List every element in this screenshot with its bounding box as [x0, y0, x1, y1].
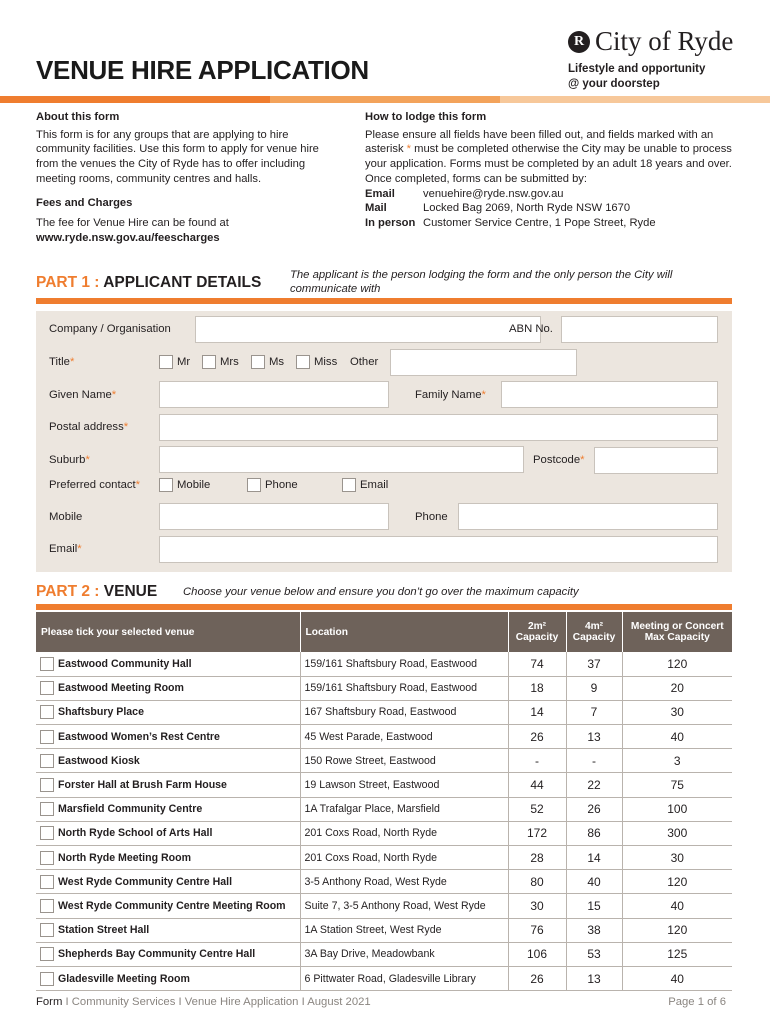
company-label: Company / Organisation — [49, 323, 171, 335]
venue-cap4: 15 — [566, 894, 622, 918]
table-row — [36, 700, 732, 724]
venue-cap2: 28 — [508, 846, 566, 870]
lodge-heading: How to lodge this form — [365, 111, 487, 123]
table-row — [36, 725, 732, 749]
venue-checkbox[interactable] — [40, 875, 54, 889]
venue-name: North Ryde School of Arts Hall — [58, 827, 213, 840]
venue-checkbox[interactable] — [40, 657, 54, 671]
venue-location: 159/161 Shaftsbury Road, Eastwood — [300, 676, 508, 700]
venue-table-header — [36, 612, 732, 652]
venue-name: Marsfield Community Centre — [58, 803, 203, 816]
lodge-method-mail: Mail Locked Bag 2069, North Ryde NSW 1670 — [365, 202, 631, 215]
venue-cap4: 86 — [566, 821, 622, 845]
city-of-ryde-logo — [568, 26, 738, 96]
venue-checkbox[interactable] — [40, 754, 54, 768]
venue-cell — [36, 797, 300, 821]
venue-checkbox[interactable] — [40, 730, 54, 744]
table-row — [36, 966, 732, 990]
venue-name: Shepherds Bay Community Centre Hall — [58, 948, 256, 961]
venue-cap2: 26 — [508, 966, 566, 990]
col-cap2: 2m² Capacity — [508, 612, 566, 652]
title-other-label: Other — [350, 356, 379, 368]
title-label: Title* — [49, 356, 75, 368]
venue-cell — [36, 821, 300, 845]
venue-cap4: 9 — [566, 676, 622, 700]
family-name-label: Family Name* — [415, 389, 486, 401]
venue-max: 125 — [622, 942, 732, 966]
footer-left: Form I Community Services I Venue Hire Application I August 2021 — [36, 996, 371, 1008]
lodge-method-in-person: In person Customer Service Centre, 1 Pope Street, Ryde — [365, 216, 656, 229]
venue-max: 75 — [622, 773, 732, 797]
venue-location: 159/161 Shaftsbury Road, Eastwood — [300, 652, 508, 676]
about-body: This form is for any groups that are applying to hire community facilities. Use this form to apply for venue hire from the venues the City of Ryde has to offer including meeting rooms, community centres and halls. — [36, 128, 319, 185]
title-mr-label: Mr — [177, 356, 191, 368]
venue-checkbox[interactable] — [40, 851, 54, 865]
logo-name: City of Ryde — [595, 26, 734, 56]
venue-max: 20 — [622, 676, 732, 700]
col-max: Meeting or Concert Max Capacity — [622, 612, 732, 652]
venue-name: Eastwood Kiosk — [58, 754, 140, 767]
part1-divider — [36, 298, 732, 304]
part2-divider — [36, 604, 732, 610]
venue-cell — [36, 773, 300, 797]
venue-checkbox[interactable] — [40, 681, 54, 695]
venue-checkbox[interactable] — [40, 972, 54, 986]
lodge-method-email: Email venuehire@ryde.nsw.gov.au — [365, 187, 564, 200]
venue-max: 30 — [622, 846, 732, 870]
venue-name: Gladesville Meeting Room — [58, 972, 190, 985]
postcode-field[interactable] — [594, 447, 718, 474]
venue-cap2: 172 — [508, 821, 566, 845]
venue-name: West Ryde Community Centre Hall — [58, 875, 233, 888]
venue-cap2: 14 — [508, 700, 566, 724]
table-row — [36, 773, 732, 797]
venue-max: 300 — [622, 821, 732, 845]
table-row — [36, 894, 732, 918]
table-row — [36, 942, 732, 966]
phone-label: Phone — [415, 511, 448, 523]
abn-label: ABN No. — [509, 323, 553, 335]
pref-email-label: Email — [360, 479, 389, 491]
header-accent-bar — [0, 96, 770, 103]
venue-name: Forster Hall at Brush Farm House — [58, 779, 227, 792]
venue-max: 120 — [622, 918, 732, 942]
venue-name: Shaftsbury Place — [58, 706, 144, 719]
venue-cap4: 40 — [566, 870, 622, 894]
postal-address-field[interactable] — [159, 414, 718, 441]
venue-max: 30 — [622, 700, 732, 724]
venue-cell — [36, 870, 300, 894]
venue-cap4: 13 — [566, 725, 622, 749]
table-row — [36, 846, 732, 870]
about-section — [36, 110, 328, 246]
fees-link[interactable]: www.ryde.nsw.gov.au/feescharges — [36, 231, 220, 244]
venue-cap2: - — [508, 749, 566, 773]
logo-tagline-1: Lifestyle and opportunity — [568, 63, 706, 75]
venue-location: Suite 7, 3-5 Anthony Road, West Ryde — [300, 894, 508, 918]
venue-cap4: 37 — [566, 652, 622, 676]
venue-name: North Ryde Meeting Room — [58, 851, 192, 864]
part1-note: The applicant is the person lodging the form and the only person the City will communicate with — [290, 269, 673, 295]
venue-name: Station Street Hall — [58, 924, 150, 937]
part2-note: Choose your venue below and ensure you don’t go over the maximum capacity — [183, 586, 579, 598]
venue-cap4: 53 — [566, 942, 622, 966]
venue-name: West Ryde Community Centre Meeting Room — [58, 899, 286, 912]
venue-checkbox[interactable] — [40, 705, 54, 719]
table-row — [36, 797, 732, 821]
fees-heading: Fees and Charges — [36, 196, 133, 209]
applicant-details-panel — [36, 311, 732, 572]
pref-mobile-checkbox[interactable] — [159, 478, 173, 492]
venue-cell — [36, 700, 300, 724]
venue-cap4: 38 — [566, 918, 622, 942]
venue-location: 1A Trafalgar Place, Marsfield — [300, 797, 508, 821]
venue-cap4: 26 — [566, 797, 622, 821]
venue-cell — [36, 725, 300, 749]
venue-name: Eastwood Meeting Room — [58, 682, 184, 695]
col-venue: Please tick your selected venue — [36, 612, 300, 652]
title-mr-checkbox[interactable] — [159, 355, 173, 369]
postcode-label: Postcode* — [533, 454, 585, 466]
table-row — [36, 918, 732, 942]
venue-location: 1A Station Street, West Ryde — [300, 918, 508, 942]
title-ms-checkbox[interactable] — [251, 355, 265, 369]
col-cap4: 4m² Capacity — [566, 612, 622, 652]
venue-cap2: 30 — [508, 894, 566, 918]
venue-cap4: 22 — [566, 773, 622, 797]
fees-body: The fee for Venue Hire can be found at — [36, 217, 229, 230]
lodge-body: Please ensure all fields have been filled out, and fields marked with an asterisk * must be completed otherwise the City may be unable to process your application. Forms must be completed by an adult 18 years and over. Once completed, forms can be submitted by: — [365, 128, 732, 185]
venue-location: 3-5 Anthony Road, West Ryde — [300, 870, 508, 894]
page-number: Page 1 of 6 — [668, 996, 726, 1008]
postal-address-label: Postal address* — [49, 421, 129, 433]
table-row — [36, 676, 732, 700]
table-row — [36, 749, 732, 773]
mobile-label: Mobile — [49, 511, 83, 523]
venue-cell — [36, 652, 300, 676]
venue-location: 201 Coxs Road, North Ryde — [300, 846, 508, 870]
col-location: Location — [300, 612, 508, 652]
venue-checkbox[interactable] — [40, 947, 54, 961]
pref-phone-label: Phone — [265, 479, 298, 491]
logo-tagline-2: @ your doorstep — [568, 78, 660, 90]
venue-cap4: 14 — [566, 846, 622, 870]
title-mrs-checkbox[interactable] — [202, 355, 216, 369]
venue-max: 40 — [622, 966, 732, 990]
page-title: VENUE HIRE APPLICATION — [36, 55, 369, 85]
venue-max: 40 — [622, 894, 732, 918]
abn-field[interactable] — [561, 316, 718, 343]
venue-cap4: - — [566, 749, 622, 773]
venue-cell — [36, 966, 300, 990]
lodge-section — [365, 110, 735, 231]
about-heading: About this form — [36, 111, 120, 123]
venue-max: 40 — [622, 725, 732, 749]
venue-cell — [36, 942, 300, 966]
venue-cap2: 76 — [508, 918, 566, 942]
venue-cap2: 44 — [508, 773, 566, 797]
venue-cell — [36, 918, 300, 942]
venue-cap4: 7 — [566, 700, 622, 724]
title-miss-label: Miss — [314, 356, 338, 368]
table-row — [36, 652, 732, 676]
venue-location: 167 Shaftsbury Road, Eastwood — [300, 700, 508, 724]
family-name-field[interactable] — [501, 381, 718, 408]
title-miss-checkbox[interactable] — [296, 355, 310, 369]
venue-name: Eastwood Community Hall — [58, 657, 192, 670]
venue-location: 3A Bay Drive, Meadowbank — [300, 942, 508, 966]
pref-email-checkbox[interactable] — [342, 478, 356, 492]
venue-max: 120 — [622, 870, 732, 894]
venue-checkbox[interactable] — [40, 802, 54, 816]
preferred-contact-label: Preferred contact* — [49, 479, 141, 491]
venue-cap2: 52 — [508, 797, 566, 821]
page-footer — [36, 996, 726, 1008]
venue-cell — [36, 749, 300, 773]
venue-checkbox[interactable] — [40, 899, 54, 913]
venue-cap2: 26 — [508, 725, 566, 749]
title-other-field[interactable] — [390, 349, 577, 376]
ryde-logo-icon: R — [568, 31, 590, 53]
venue-cap2: 74 — [508, 652, 566, 676]
phone-field[interactable] — [458, 503, 718, 530]
venue-location: 45 West Parade, Eastwood — [300, 725, 508, 749]
venue-cap2: 80 — [508, 870, 566, 894]
venue-location: 201 Coxs Road, North Ryde — [300, 821, 508, 845]
title-ms-label: Ms — [269, 356, 285, 368]
mobile-field[interactable] — [159, 503, 389, 530]
venue-max: 3 — [622, 749, 732, 773]
table-row — [36, 870, 732, 894]
part1-heading: PART 1 : APPLICANT DETAILS — [36, 274, 262, 291]
venue-max: 120 — [622, 652, 732, 676]
venue-cell — [36, 676, 300, 700]
venue-table — [36, 612, 732, 991]
email-field[interactable] — [159, 536, 718, 563]
suburb-label: Suburb* — [49, 454, 90, 466]
given-name-field[interactable] — [159, 381, 389, 408]
company-field[interactable] — [195, 316, 541, 343]
venue-cap2: 18 — [508, 676, 566, 700]
part2-heading: PART 2 : VENUE — [36, 583, 158, 600]
venue-cell — [36, 846, 300, 870]
venue-name: Eastwood Women’s Rest Centre — [58, 730, 220, 743]
venue-cap2: 106 — [508, 942, 566, 966]
title-mrs-label: Mrs — [220, 356, 239, 368]
venue-checkbox[interactable] — [40, 826, 54, 840]
table-row — [36, 821, 732, 845]
given-name-label: Given Name* — [49, 389, 117, 401]
venue-cell — [36, 894, 300, 918]
venue-location: 6 Pittwater Road, Gladesville Library — [300, 966, 508, 990]
venue-location: 150 Rowe Street, Eastwood — [300, 749, 508, 773]
venue-checkbox[interactable] — [40, 923, 54, 937]
pref-mobile-label: Mobile — [177, 479, 211, 491]
venue-cap4: 13 — [566, 966, 622, 990]
suburb-field[interactable] — [159, 446, 524, 473]
email-label: Email* — [49, 543, 82, 555]
venue-checkbox[interactable] — [40, 778, 54, 792]
venue-location: 19 Lawson Street, Eastwood — [300, 773, 508, 797]
venue-max: 100 — [622, 797, 732, 821]
pref-phone-checkbox[interactable] — [247, 478, 261, 492]
